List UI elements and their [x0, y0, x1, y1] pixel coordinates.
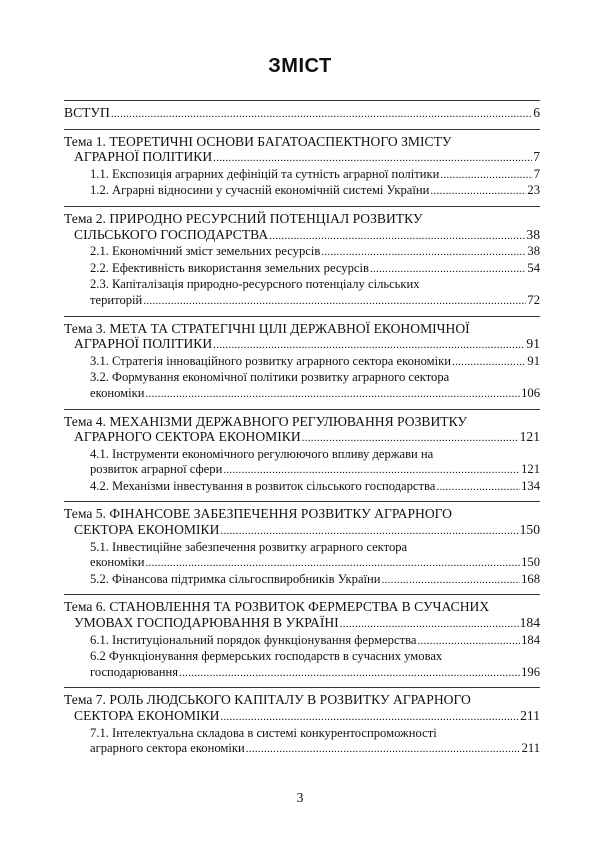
toc-subentry[interactable]: 1.1. Експозиція аграрних дефініцій та сутність аграрної політики ..... 7	[64, 167, 540, 184]
toc-leader	[430, 184, 526, 200]
toc-topic-3	[64, 316, 540, 403]
toc-leader	[213, 151, 532, 167]
toc-subentry[interactable]: розвиток аграрної сфери ..... 121	[64, 462, 540, 479]
toc-entry[interactable]: АГРАРНОГО СЕКТОРА ЕКОНОМІКИ ..... 121	[64, 429, 540, 447]
topic-title-line1: Тема 2. ПРИРОДНО РЕСУРСНИЙ ПОТЕНЦІАЛ РОЗВИТКУ	[64, 210, 423, 226]
toc-subentry[interactable]: 2.1. Економічний зміст земельних ресурсів ..... 38	[64, 244, 540, 261]
toc-subentry[interactable]: територій ..... 72	[64, 293, 540, 310]
toc-leader	[321, 245, 526, 261]
topic-title-line1: Тема 3. МЕТА ТА СТРАТЕГІЧНІ ЦІЛІ ДЕРЖАВНОЇ ЕКОНОМІЧНОЇ	[64, 320, 470, 336]
toc-leader	[179, 666, 520, 682]
toc-topic-1	[64, 129, 540, 200]
toc-leader	[246, 742, 521, 758]
toc-subentry-line1: 2.3. Капіталізація природно-ресурсного потенціалу сільських	[90, 277, 420, 292]
toc-intro	[64, 100, 540, 123]
toc-leader	[146, 387, 521, 403]
toc-leader	[440, 168, 532, 184]
toc-leader	[452, 355, 526, 371]
toc-topic-7	[64, 687, 540, 757]
toc-subentry[interactable]: 5.2. Фінансова підтримка сільгоспвиробників України ..... 168	[64, 572, 540, 589]
toc-subentry[interactable]: аграрного сектора економіки ..... 211	[64, 741, 540, 758]
toc-subentry[interactable]: 2.2. Ефективність використання земельних ресурсів ..... 54	[64, 261, 540, 278]
toc-topic-4	[64, 409, 540, 496]
toc-subentry[interactable]: 4.2. Механізми інвестування в розвиток сільського господарства ..... 134	[64, 479, 540, 496]
toc-subentry-line1: 6.2 Функціонування фермерських господарств в сучасних умовах	[90, 649, 443, 664]
toc-leader	[340, 617, 519, 633]
toc-leader	[220, 524, 518, 540]
toc-leader	[146, 556, 521, 572]
toc-page: 6	[533, 105, 540, 120]
toc-leader	[223, 463, 520, 479]
toc-leader	[302, 431, 519, 447]
toc-subentry[interactable]: 6.1. Інституціональний порядок функціонування фермерства ..... 184	[64, 633, 540, 650]
toc-entry[interactable]	[64, 105, 540, 123]
topic-title-line1: Тема 6. СТАНОВЛЕННЯ ТА РОЗВИТОК ФЕРМЕРСТВА В СУЧАСНИХ	[64, 599, 490, 615]
topic-title-line2: АГРАРНОЇ ПОЛІТИКИ	[74, 336, 213, 352]
toc-leader	[370, 262, 526, 278]
toc-leader	[269, 229, 525, 245]
topic-title-line2: АГРАРНОЇ ПОЛІТИКИ	[74, 149, 213, 165]
toc-topic-6	[64, 594, 540, 681]
toc-subentry[interactable]: 1.2. Аграрні відносини у сучасній економічній системі України ..... 23	[64, 183, 540, 200]
topic-title-line1: Тема 7. РОЛЬ ЛЮДСЬКОГО КАПІТАЛУ В РОЗВИТКУ АГРАРНОГО	[64, 692, 471, 708]
page-title: ЗМІСТ	[268, 55, 332, 77]
topic-title-line1: Тема 4. МЕХАНІЗМИ ДЕРЖАВНОГО РЕГУЛЮВАННЯ РОЗВИТКУ	[64, 413, 468, 429]
toc-subentry[interactable]: господарювання ..... 196	[64, 665, 540, 682]
toc-entry[interactable]: СЕКТОРА ЕКОНОМІКИ ..... 211	[64, 708, 540, 726]
toc-entry[interactable]: СІЛЬСЬКОГО ГОСПОДАРСТВА ..... 38	[64, 227, 540, 245]
page-number: 3	[296, 791, 304, 806]
toc-leader	[220, 710, 519, 726]
table-of-contents	[64, 100, 540, 764]
topic-title-line2: УМОВАХ ГОСПОДАРЮВАННЯ В УКРАЇНІ	[74, 615, 339, 631]
toc-leader	[111, 107, 532, 123]
topic-title-line2: СЕКТОРА ЕКОНОМІКИ	[74, 522, 220, 538]
topic-title-line2: СЕКТОРА ЕКОНОМІКИ	[74, 708, 220, 723]
topic-title-line1: Тема 5. ФІНАНСОВЕ ЗАБЕЗПЕЧЕННЯ РОЗВИТКУ АГРАРНОГО	[64, 506, 452, 522]
toc-subentry-line1: 3.2. Формування економічної політики розвитку аграрного сектора	[90, 370, 450, 385]
toc-entry[interactable]	[64, 149, 540, 167]
toc-entry[interactable]: АГРАРНОЇ ПОЛІТИКИ ..... 91	[64, 336, 540, 354]
toc-subentry-line1: 5.1. Інвестиційне забезпечення розвитку аграрного сектора	[90, 539, 408, 554]
toc-leader	[143, 294, 526, 310]
toc-subentry-line1: 7.1. Інтелектуальна складова в системі конкурентоспроможності	[90, 725, 437, 740]
toc-topic-5	[64, 501, 540, 588]
toc-entry-text: ВСТУП	[64, 105, 110, 120]
toc-leader	[436, 480, 520, 496]
topic-title-line2: СІЛЬСЬКОГО ГОСПОДАРСТВА	[74, 226, 269, 242]
toc-entry[interactable]: СЕКТОРА ЕКОНОМІКИ ..... 150	[64, 522, 540, 540]
toc-subentry-line1: 4.1. Інструменти економічного регулюючого впливу держави на	[90, 446, 434, 461]
toc-subentry[interactable]: економіки ..... 106	[64, 386, 540, 403]
toc-page: 7	[533, 149, 540, 165]
toc-topic-2	[64, 206, 540, 310]
toc-entry[interactable]: УМОВАХ ГОСПОДАРЮВАННЯ В УКРАЇНІ ..... 184	[64, 615, 540, 633]
toc-leader	[382, 573, 521, 589]
topic-title-line1: Тема 1. ТЕОРЕТИЧНІ ОСНОВИ БАГАТОАСПЕКТНОГО ЗМІСТУ	[64, 133, 452, 149]
toc-subentry[interactable]: 3.1. Стратегія інноваційного розвитку аграрного сектора економіки ..... 91	[64, 354, 540, 371]
toc-leader	[417, 634, 520, 650]
topic-title-line2: АГРАРНОГО СЕКТОРА ЕКОНОМІКИ	[74, 429, 301, 445]
toc-subentry[interactable]: економіки ..... 150	[64, 555, 540, 572]
toc-leader	[213, 338, 525, 354]
